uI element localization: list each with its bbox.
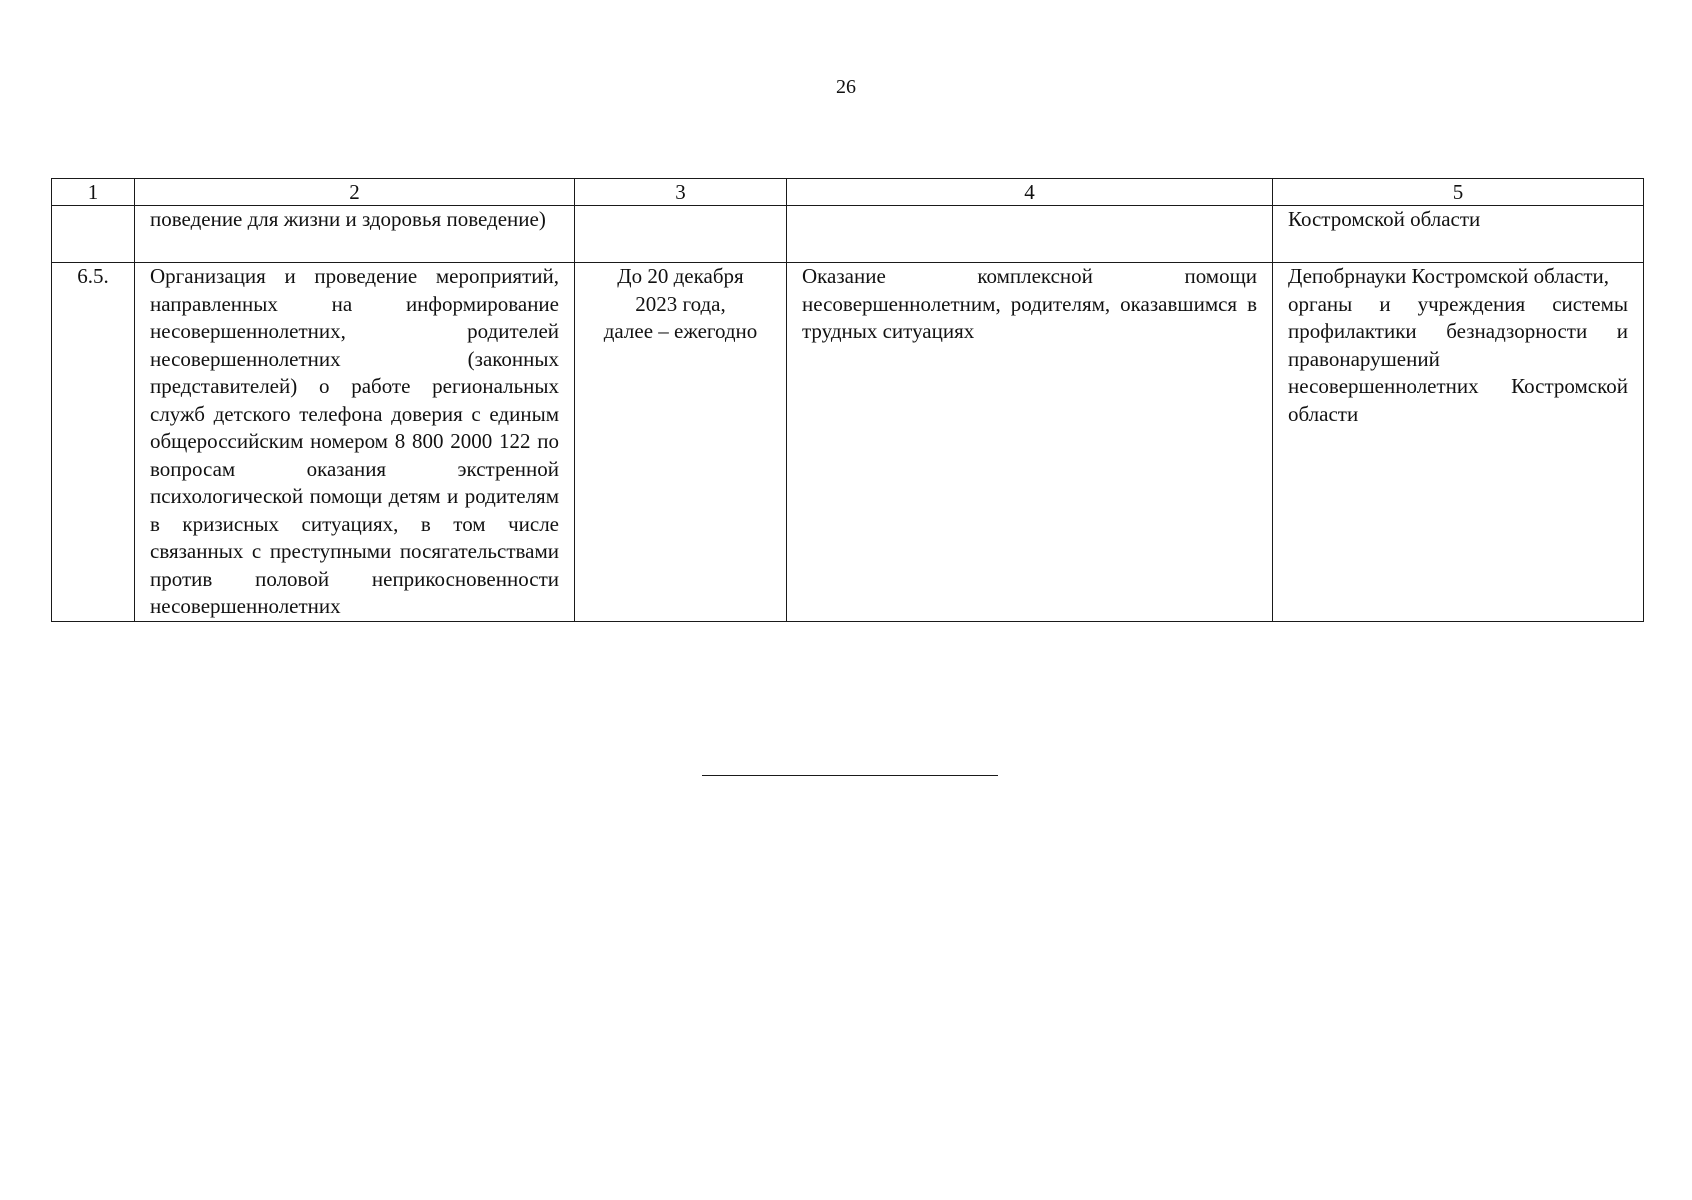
- row-number-cell: 6.5.: [52, 263, 135, 622]
- continuation-number-cell: [52, 206, 135, 263]
- continuation-deadline-cell: [575, 206, 787, 263]
- header-col-1: 1: [52, 179, 135, 206]
- continuation-activity-cell: поведение для жизни и здоровья поведение): [135, 206, 575, 263]
- header-col-3: 3: [575, 179, 787, 206]
- header-col-2: 2: [135, 179, 575, 206]
- responsible-line-1: Депобрнауки Костромской области,: [1288, 264, 1610, 288]
- header-col-4: 4: [787, 179, 1273, 206]
- deadline-line-3: далее – ежегодно: [603, 319, 758, 343]
- deadline-line-2: 2023 года,: [635, 291, 726, 316]
- continuation-result-cell: [787, 206, 1273, 263]
- result-cell: Оказание комплексной помощи несовершеннолетним, родителям, оказавшимся в трудных ситуациях: [787, 263, 1273, 622]
- table-row-6-5: [52, 263, 1644, 622]
- closing-rule: [702, 775, 998, 776]
- responsible-line-2: органы и учреждения системы профилактики безнадзорности и правонарушений несовершеннолетних Костромской области: [1288, 291, 1628, 426]
- activity-cell: Организация и проведение мероприятий, направленных на информирование несовершеннолетних, родителей несовершеннолетних (законных представителей) о работе региональных служб детского телефона доверия с единым общероссийским номером 8 800 2000 122 по вопросам оказания экстренной психологической помощи детям и родителям в кризисных ситуациях, в том числе связанных с преступными посягательствами против половой неприкосновенности несовершеннолетних: [135, 263, 575, 622]
- deadline-cell: [575, 263, 787, 622]
- page-number: 26: [836, 76, 856, 98]
- header-col-5: 5: [1273, 179, 1644, 206]
- continuation-responsible-cell: Костромской области: [1273, 206, 1644, 263]
- responsible-cell: [1273, 263, 1644, 622]
- table-header-row: [52, 179, 1644, 206]
- deadline-line-1: До 20 декабря: [617, 264, 744, 288]
- table-row-continuation: [52, 206, 1644, 263]
- measures-table: [51, 178, 1644, 622]
